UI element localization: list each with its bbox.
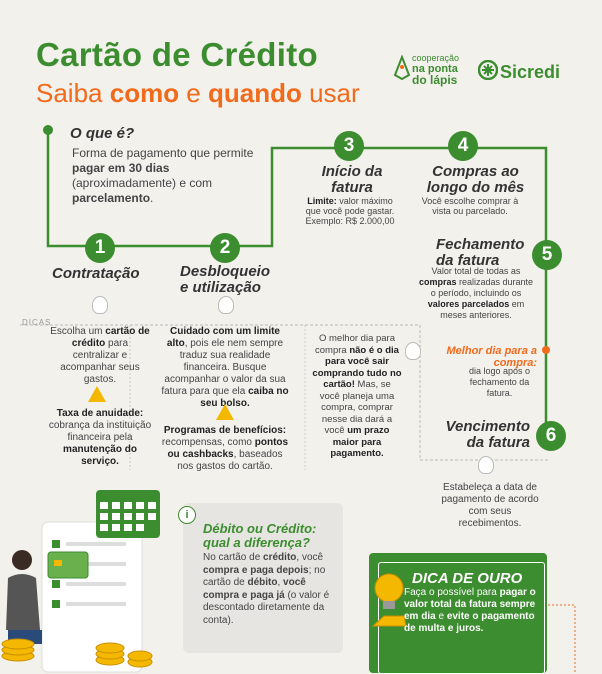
campaign-logo-icon	[393, 55, 411, 81]
step-5-title: Fechamento da fatura	[436, 236, 525, 269]
step-2-number: 2	[210, 233, 240, 263]
step-4-number: 4	[448, 131, 478, 161]
page-title: Cartão de Crédito	[36, 36, 318, 73]
warning-icon	[216, 404, 234, 420]
step-5-number: 5	[532, 240, 562, 270]
intro-text: Forma de pagamento que permite pagar em 30 dias (aproximadamente) e com parcelamento.	[72, 146, 254, 205]
best-day-title: Melhor dia para a compra:	[446, 345, 537, 369]
lightbulb-gold-icon	[370, 568, 408, 634]
best-day-text: dia logo após o fechamento da fatura.	[468, 366, 531, 398]
sicredi-logo-icon	[478, 60, 498, 80]
tip-1-warning: Taxa de anuidade: cobrança da instituição financeira pela manutenção do serviço.	[48, 408, 152, 467]
page-subtitle: Saiba como e quando usar	[36, 78, 360, 108]
debit-credit-text: No cartão de crédito, você compra e paga depois; no cartão de débito, você compra e paga já (o valor é descontado diretamente da conta).	[203, 552, 330, 626]
step-3-title: Início da fatura	[321, 163, 383, 196]
tip-2-warning: Programas de benefícios: recompensas, como pontos ou cashbacks, baseados nos gastos do cartão.	[161, 425, 289, 472]
step-5-text: Valor total de todas as compras realizadas durante o período, incluindo os valores parcelados em meses anteriores.	[418, 266, 534, 320]
tip-3-text: O melhor dia para compra não é o dia para você sair comprando tudo no cartão! Mas, se você planeja uma compra, comprar nesse dia dará a você um prazo maior para pagamento.	[312, 333, 402, 459]
campaign-logo: cooperação na ponta do lápis	[412, 53, 460, 87]
gold-tip-title: DICA DE OURO	[412, 570, 523, 587]
lightbulb-icon	[405, 342, 421, 360]
illustration	[0, 490, 180, 673]
lightbulb-icon	[218, 296, 234, 314]
brand-name: Sicredi	[500, 62, 561, 82]
warning-icon	[88, 386, 106, 402]
tip-2-text: Cuidado com um limite alto, pois ele nem sempre traduz sua realidade financeira. Busque acompanhar o valor da sua fatura para que ela caiba no seu bolso.	[161, 326, 289, 409]
step-6-number: 6	[536, 421, 566, 451]
lightbulb-icon	[478, 456, 494, 474]
step-3-text: Limite: valor máximo que você pode gastar. Exemplo: R$ 2.000,00	[305, 196, 395, 226]
step-4-title: Compras ao longo do mês	[426, 163, 525, 196]
gold-tip-text: Faça o possível para pagar o valor total da fatura sempre em dia e evite o pagamento de multa e juros.	[404, 587, 536, 634]
step-6-text: Estabeleça a data de pagamento de acordo com seus recebimentos.	[441, 482, 539, 529]
tip-1-text: Escolha um cartão de crédito para centralizar e acompanhar seus gastos.	[50, 326, 150, 385]
tips-label: DICAS	[22, 318, 52, 327]
lightbulb-icon	[92, 296, 108, 314]
intro-heading: O que é?	[70, 125, 135, 142]
step-1-title: Contratação	[52, 265, 140, 282]
debit-credit-title: Débito ou Crédito: qual a diferença?	[203, 521, 317, 550]
step-6-title: Vencimento da fatura	[445, 418, 530, 451]
step-1-number: 1	[85, 233, 115, 263]
step-3-number: 3	[334, 131, 364, 161]
step-4-text: Você escolhe comprar à vista ou parcelado.	[421, 196, 519, 216]
step-2-title: Desbloqueio e utilização	[180, 263, 271, 296]
info-icon: i	[178, 506, 196, 524]
